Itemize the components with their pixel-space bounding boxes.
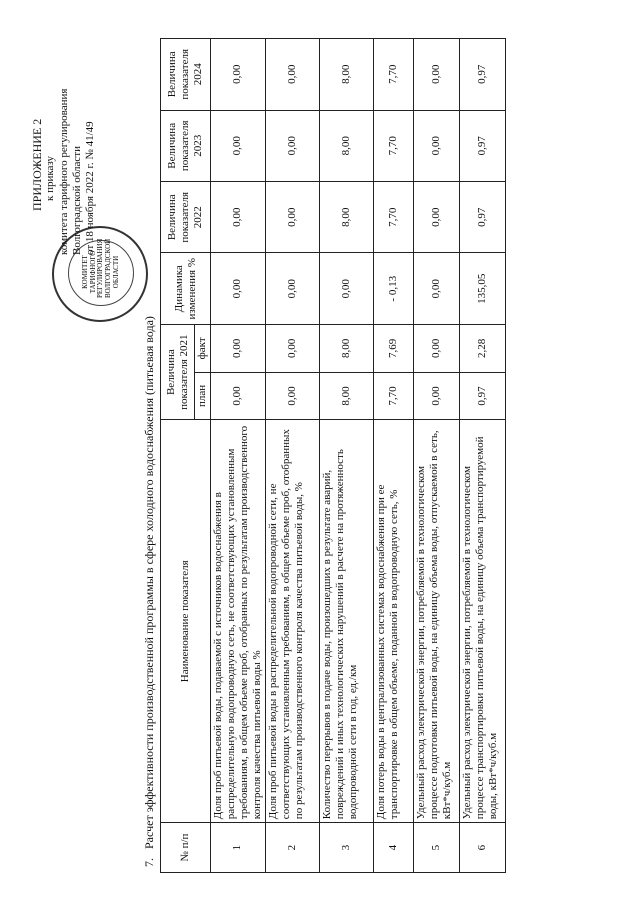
- cell-plan: 8,00: [319, 372, 373, 420]
- cell-plan: 0,00: [211, 372, 266, 420]
- cell-name: Доля потерь воды в централизованных системах водоснабжения при ее транспортировке в общем объеме, поданной в водопроводную сеть, %: [373, 420, 413, 823]
- table-row: [265, 39, 319, 873]
- appendix-line-3: Волгоградской области: [70, 146, 83, 255]
- cell-dynamics: 135,05: [459, 253, 505, 324]
- section-title: [142, 47, 157, 867]
- cell-dynamics: 0,00: [265, 253, 319, 324]
- cell-num: 1: [211, 823, 266, 873]
- header-num: № п/п: [161, 823, 211, 873]
- cell-2023: 8,00: [319, 110, 373, 181]
- header-2023: Величина показателя 2023: [161, 110, 211, 181]
- header-fact: факт: [195, 324, 211, 372]
- cell-2023: 7,70: [373, 110, 413, 181]
- cell-fact: 2,28: [459, 324, 505, 372]
- cell-name: Удельный расход электрической энергии, потребляемой в технологическом процессе транспортировки питьевой воды, на единицу объема транспортируемой воды, кВт*ч/куб.м: [459, 420, 505, 823]
- cell-fact: 0,00: [211, 324, 266, 372]
- cell-2023: 0,00: [413, 110, 459, 181]
- cell-fact: 0,00: [413, 324, 459, 372]
- cell-2024: 8,00: [319, 39, 373, 111]
- cell-plan: 0,00: [413, 372, 459, 420]
- cell-2022: 8,00: [319, 182, 373, 253]
- cell-2022: 7,70: [373, 182, 413, 253]
- cell-fact: 0,00: [265, 324, 319, 372]
- header-2024: Величина показателя 2024: [161, 39, 211, 111]
- cell-dynamics: 0,00: [319, 253, 373, 324]
- cell-name: Количество перерывов в подаче воды, произошедших в результате аварий, повреждений и иных технологических нарушений в расчете на протяженность водопроводной сети в год, ед./км: [319, 420, 373, 823]
- cell-2022: 0,00: [211, 182, 266, 253]
- appendix-block: [30, 15, 97, 255]
- table-row: [319, 39, 373, 873]
- cell-num: 5: [413, 823, 459, 873]
- cell-plan: 0,00: [265, 372, 319, 420]
- indicators-table: [160, 38, 506, 873]
- cell-dynamics: 0,00: [413, 253, 459, 324]
- cell-plan: 0,97: [459, 372, 505, 420]
- table-row: [211, 39, 266, 873]
- header-2021: Величина показателя 2021: [161, 324, 195, 419]
- header-dynamics: Динамика изменения %: [161, 253, 211, 324]
- cell-2022: 0,00: [265, 182, 319, 253]
- table-row: [373, 39, 413, 873]
- appendix-line-1: к приказу: [44, 155, 57, 201]
- header-2022: Величина показателя 2022: [161, 182, 211, 253]
- cell-2023: 0,00: [211, 110, 266, 181]
- cell-fact: 8,00: [319, 324, 373, 372]
- cell-num: 3: [319, 823, 373, 873]
- section-title-text: Расчет эффективности производственной программы в сфере холодного водоснабжения (питьевая вода): [142, 316, 156, 849]
- cell-plan: 7,70: [373, 372, 413, 420]
- cell-2024: 0,00: [265, 39, 319, 111]
- header-plan: план: [195, 372, 211, 420]
- table-row: [459, 39, 505, 873]
- appendix-line-2: комитета тарифного регулирования: [57, 88, 70, 255]
- section-number: 7.: [142, 858, 156, 867]
- cell-dynamics: - 0,13: [373, 253, 413, 324]
- cell-2023: 0,00: [265, 110, 319, 181]
- cell-name: Доля проб питьевой воды в распределительной водопроводной сети, не соответствующих установленным требованиям, в общем объеме проб, отобранных по результатам производственного контроля качества питьевой воды, %: [265, 420, 319, 823]
- cell-num: 4: [373, 823, 413, 873]
- cell-2022: 0,97: [459, 182, 505, 253]
- cell-dynamics: 0,00: [211, 253, 266, 324]
- cell-2024: 0,97: [459, 39, 505, 111]
- stamp-text: КОМИТЕТ ТАРИФНОГО РЕГУЛИРОВАНИЯ ВОЛГОГРАДСКОЙ ОБЛАСТИ: [81, 238, 120, 298]
- cell-name: Доля проб питьевой воды, подаваемой с источников водоснабжения в распределительную водопроводную сеть, не соответствующих установленным требованиям, в общем объеме проб, отобранных по результатам производственного контроля качества питьевой воды %: [211, 420, 266, 823]
- appendix-heading: ПРИЛОЖЕНИЕ 2: [30, 118, 44, 211]
- cell-fact: 7,69: [373, 324, 413, 372]
- cell-num: 6: [459, 823, 505, 873]
- cell-2023: 0,97: [459, 110, 505, 181]
- cell-name: Удельный расход электрической энергии, потребляемой в технологическом процессе подготовки питьевой воды, на единицу объема воды, отпускаемой в сеть, кВт*ч/куб.м: [413, 420, 459, 823]
- cell-2024: 0,00: [211, 39, 266, 111]
- cell-2024: 0,00: [413, 39, 459, 111]
- appendix-line-4: от 18 ноября 2022 г. № 41/49: [83, 121, 96, 255]
- table-row: [413, 39, 459, 873]
- cell-num: 2: [265, 823, 319, 873]
- cell-2022: 0,00: [413, 182, 459, 253]
- header-name: Наименование показателя: [161, 420, 211, 823]
- cell-2024: 7,70: [373, 39, 413, 111]
